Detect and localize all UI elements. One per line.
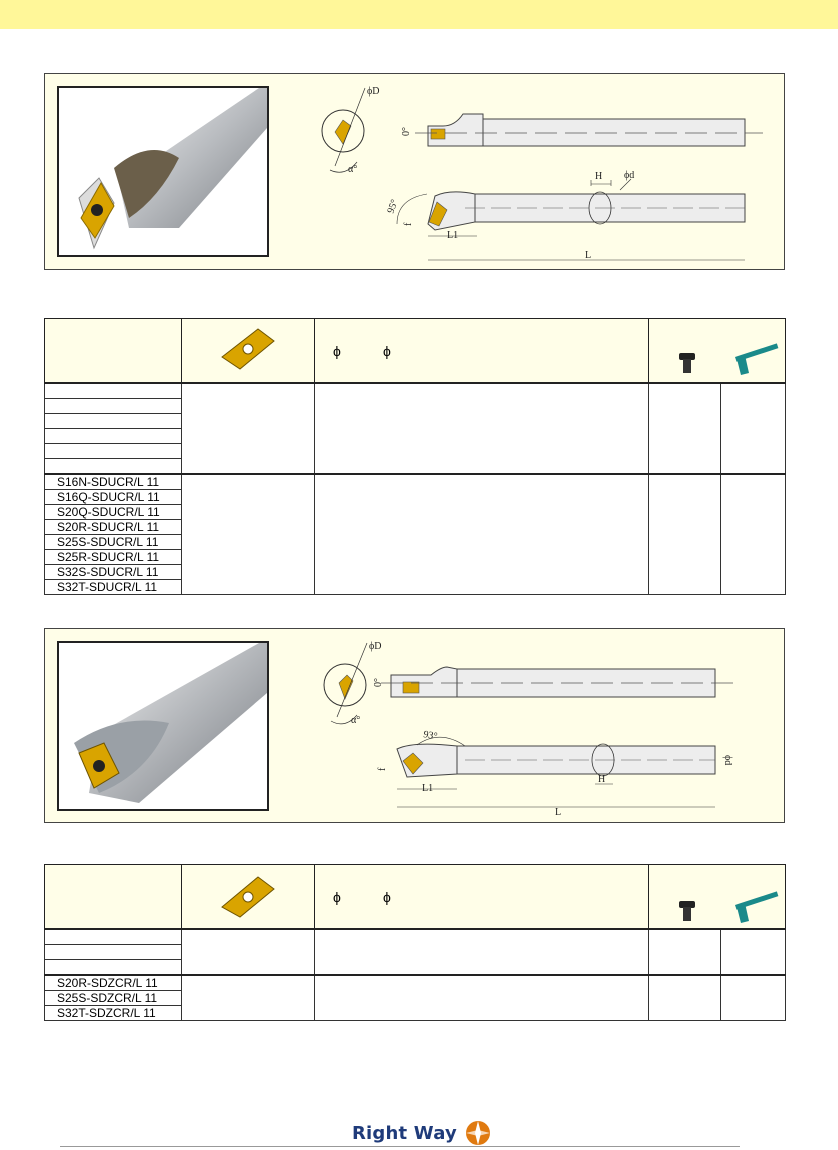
technical-drawing-1 [45,74,785,269]
model-cell [45,929,182,945]
svg-text:0°: 0° [401,127,412,136]
header-parts [649,319,786,384]
wrench-icon [735,891,778,923]
table-row [45,975,786,991]
screw-cell [649,975,721,1021]
model-cell: S25S-SDUCR/L 11 [45,535,182,550]
svg-text:93°: 93° [422,729,439,743]
insert-icon [182,865,315,925]
svg-text:L: L [585,250,592,261]
table-row [45,474,786,490]
svg-text:ϕd: ϕd [722,755,733,766]
svg-text:95°: 95° [385,198,401,216]
model-cell: S32T-SDUCR/L 11 [45,580,182,595]
phi-symbol: ϕ [383,343,391,359]
insert-icon [182,319,315,379]
header-bar [0,0,838,29]
footer-rule [60,1146,740,1147]
screw-cell [649,383,721,474]
model-cell [45,429,182,444]
model-cell [45,960,182,976]
svg-text:ϕD: ϕD [367,86,380,97]
screw-icon [679,901,695,921]
brand-logo [352,1118,495,1148]
insert-cell [182,474,315,595]
screw-icon [679,353,695,373]
header-model [45,865,182,930]
model-cell: S20R-SDUCR/L 11 [45,520,182,535]
model-cell: S16Q-SDUCR/L 11 [45,490,182,505]
header-insert [182,319,315,384]
model-cell: S32T-SDZCR/L 11 [45,1006,182,1021]
model-cell [45,399,182,414]
screw-cell [649,474,721,595]
wrench-cell [721,474,786,595]
header-insert [182,865,315,930]
model-cell: S16N-SDUCR/L 11 [45,474,182,490]
spec-table-1 [44,318,786,595]
svg-text:L1: L1 [447,230,459,241]
header-dimensions [315,865,649,930]
header-model [45,319,182,384]
header-parts [649,865,786,930]
wrench-icon [735,343,778,375]
brand-emblem-icon [461,1118,495,1148]
svg-text:H: H [598,774,606,785]
dimension-cell [315,975,649,1021]
phi-symbol: ϕ [333,343,341,359]
model-cell: S25R-SDUCR/L 11 [45,550,182,565]
model-cell [45,459,182,475]
insert-cell [182,929,315,975]
brand-name: Right Way [352,1122,457,1144]
svg-text:ϕD: ϕD [369,641,382,652]
dimension-cell [315,929,649,975]
wrench-cell [721,929,786,975]
tool-drawing-panel-2 [44,628,785,823]
model-cell: S20R-SDZCR/L 11 [45,975,182,991]
svg-text:α°: α° [351,715,361,726]
svg-text:f: f [403,222,414,226]
table-row [45,929,786,945]
wrench-cell [721,975,786,1021]
header-dimensions [315,319,649,384]
svg-text:H: H [595,171,603,182]
insert-cell [182,383,315,474]
table-row [45,383,786,399]
spec-table-2 [44,864,786,1021]
svg-text:L1: L1 [422,783,434,794]
phi-symbol: ϕ [383,889,391,905]
insert-cell [182,975,315,1021]
model-cell: S25S-SDZCR/L 11 [45,991,182,1006]
tool-drawing-panel-1 [44,73,785,270]
svg-text:ϕd: ϕd [624,170,635,181]
svg-text:0°: 0° [373,678,384,687]
model-cell [45,383,182,399]
wrench-cell [721,383,786,474]
model-cell: S20Q-SDUCR/L 11 [45,505,182,520]
phi-symbol: ϕ [333,889,341,905]
model-cell [45,414,182,429]
dimension-cell [315,383,649,474]
model-cell [45,945,182,960]
dimension-cell [315,474,649,595]
technical-drawing-2 [45,629,785,822]
svg-text:α°: α° [348,164,358,175]
model-cell [45,444,182,459]
svg-text:f: f [377,767,388,771]
screw-cell [649,929,721,975]
model-cell: S32S-SDUCR/L 11 [45,565,182,580]
svg-text:L: L [555,807,562,818]
